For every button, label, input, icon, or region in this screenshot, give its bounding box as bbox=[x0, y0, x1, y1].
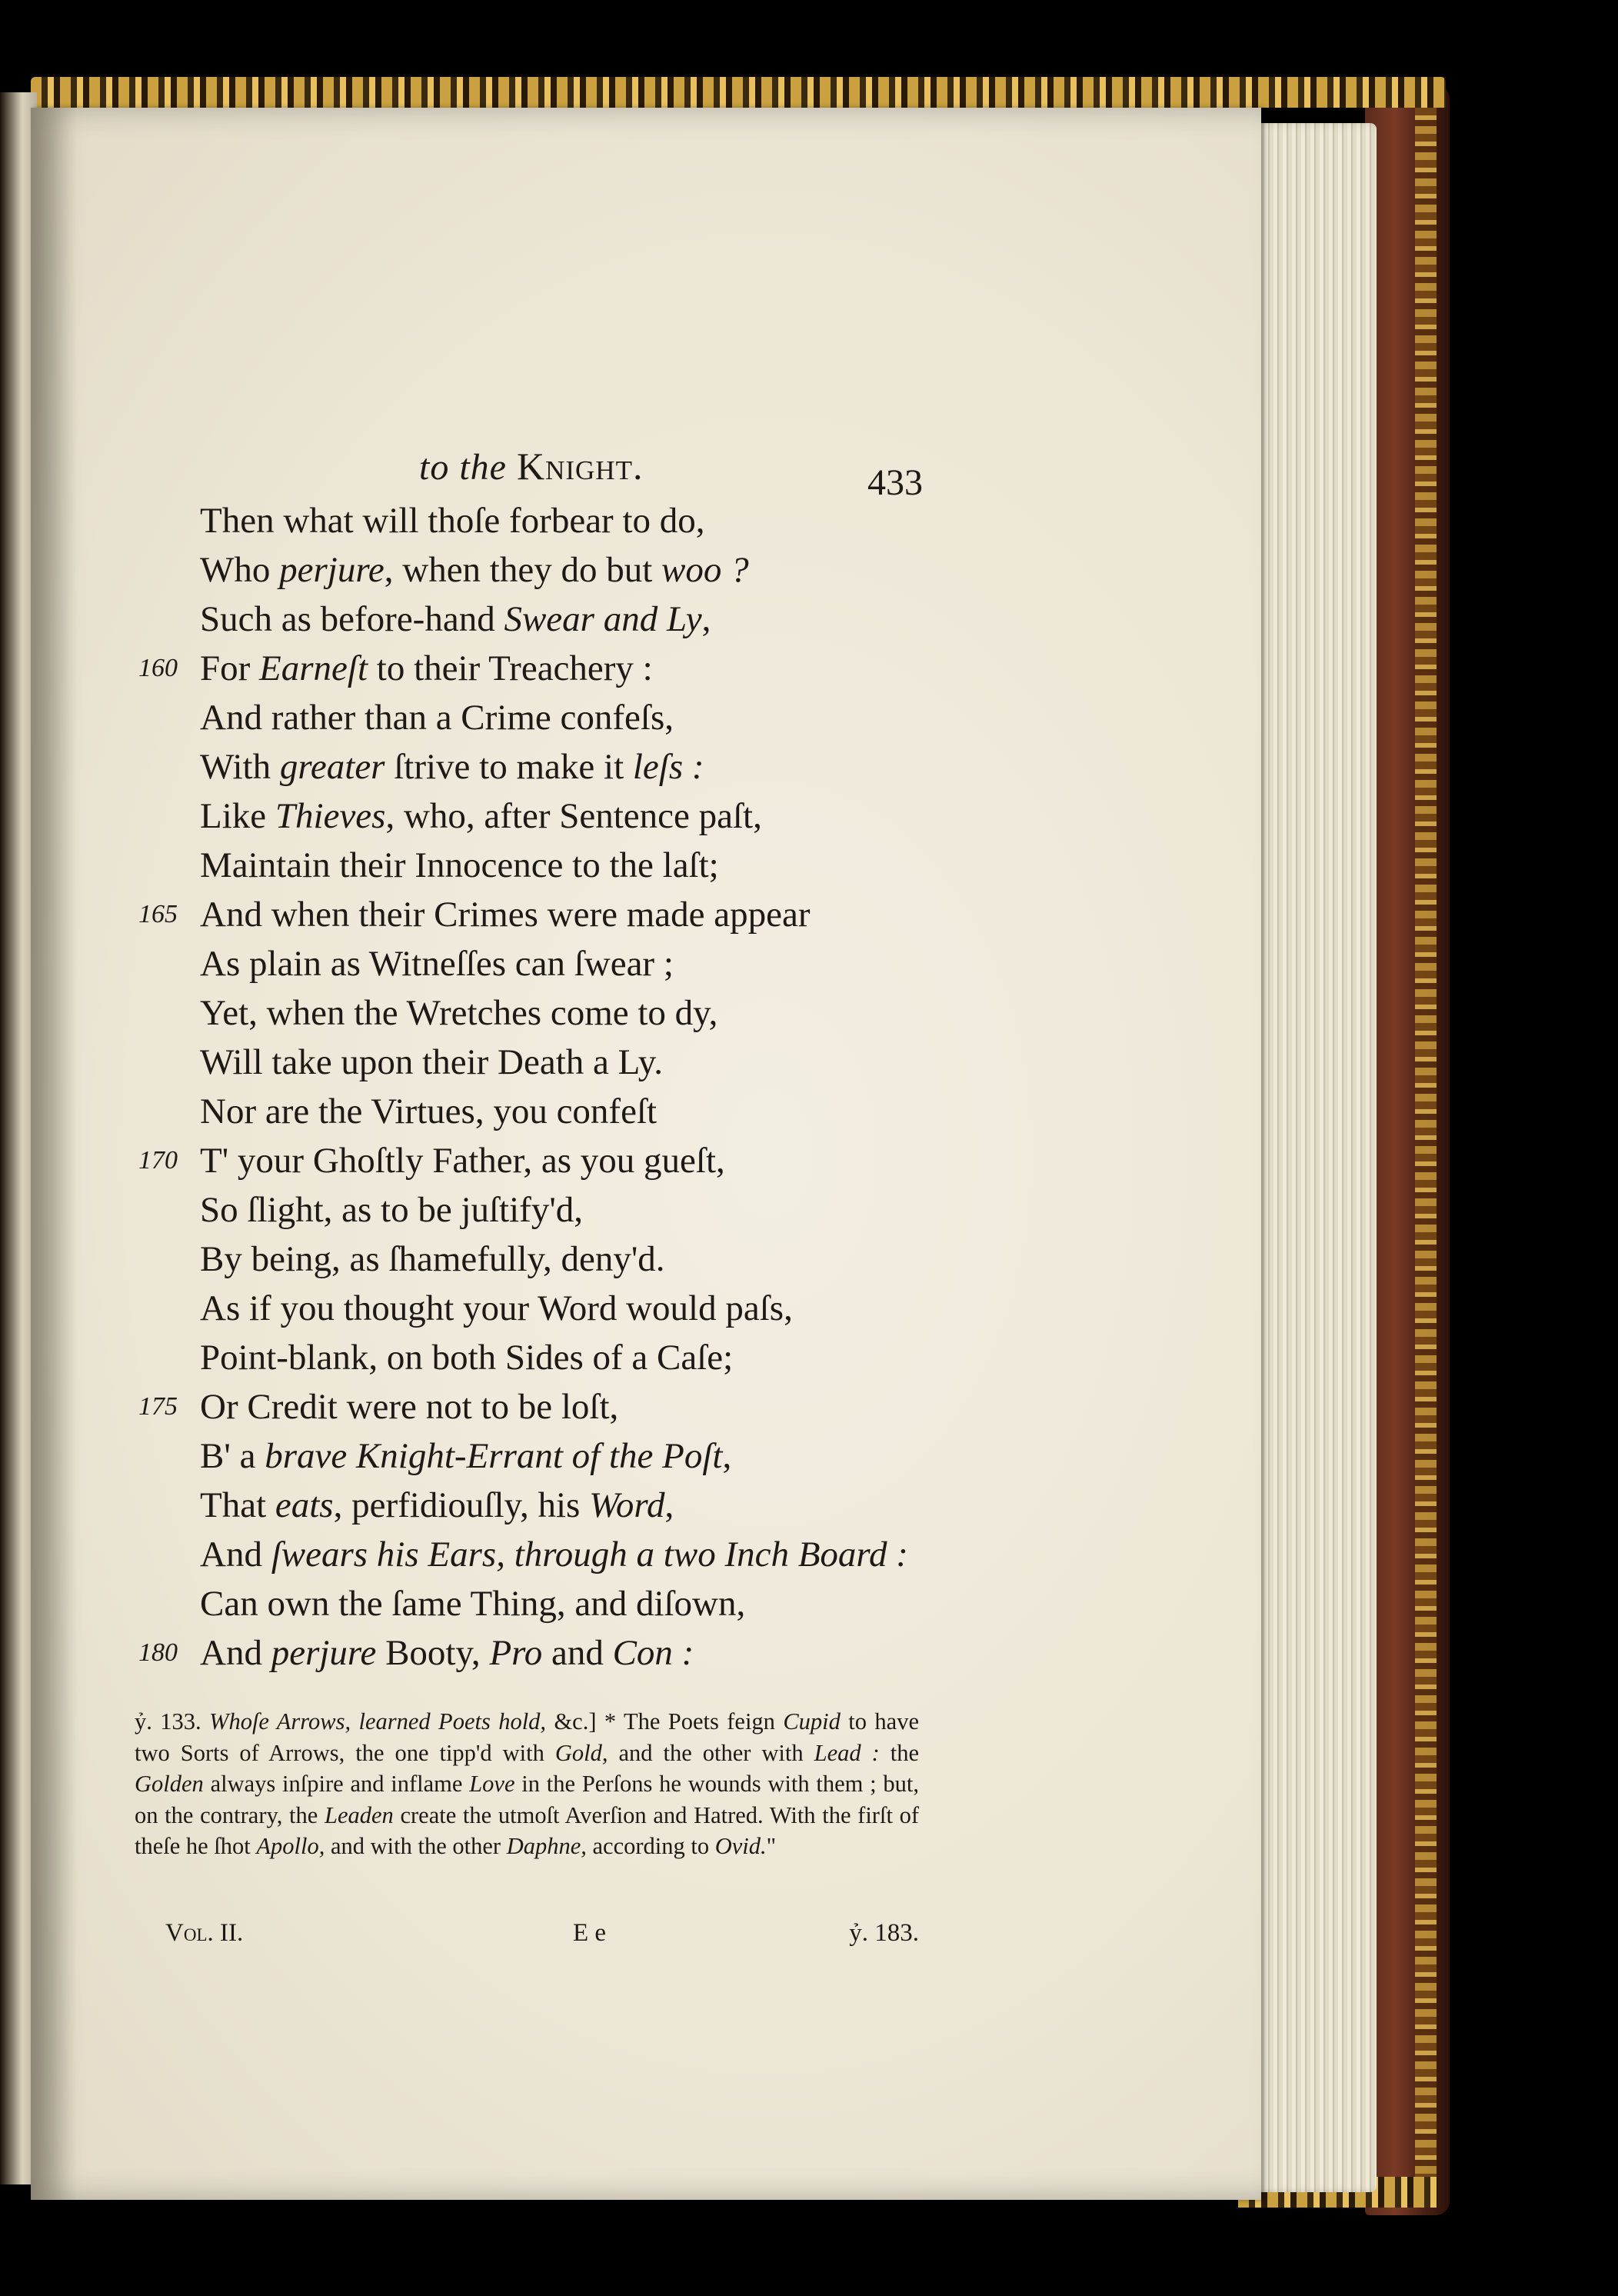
verse-text bbox=[200, 1235, 665, 1284]
page-footer bbox=[142, 1919, 919, 1950]
verse-line bbox=[108, 1579, 954, 1628]
footnote-italic: Love bbox=[469, 1771, 515, 1797]
verse-text bbox=[200, 1431, 731, 1481]
footnote-text: always inſpire and inflame bbox=[203, 1771, 470, 1797]
page-stack-fore-edge bbox=[1246, 123, 1377, 2192]
book-page bbox=[31, 108, 1261, 2200]
verse-text bbox=[200, 988, 717, 1038]
text-segment: Point-blank, on both Sides of a Caſe; bbox=[200, 1338, 734, 1378]
verse-text bbox=[200, 791, 762, 841]
text-segment: Nor are the Virtues, you confeſt bbox=[200, 1091, 658, 1131]
running-head bbox=[419, 444, 643, 488]
footnote-italic: Apollo, bbox=[256, 1833, 325, 1859]
verse-line bbox=[108, 545, 954, 595]
text-segment: Can own the ſame Thing, and diſown, bbox=[200, 1584, 746, 1624]
text-segment: to their Treachery : bbox=[368, 648, 653, 688]
verse-line bbox=[108, 1530, 954, 1579]
footnote-italic: Gold, bbox=[554, 1739, 608, 1766]
italic-segment: Con : bbox=[612, 1633, 694, 1673]
verse-text bbox=[200, 1628, 694, 1678]
verse-text bbox=[200, 890, 810, 939]
verse-line bbox=[108, 1136, 954, 1185]
footnote-italic: Lead : bbox=[814, 1739, 880, 1766]
text-segment: Such as before-hand bbox=[200, 599, 504, 639]
text-segment: As plain as Witneſſes can ſwear ; bbox=[200, 944, 674, 984]
signature-mark: E e bbox=[573, 1919, 607, 1947]
verse-text bbox=[200, 1530, 908, 1579]
verse-line bbox=[108, 841, 954, 890]
text-segment: , bbox=[664, 1485, 674, 1525]
italic-segment: brave Knight-Errant of the Poſt bbox=[265, 1436, 723, 1476]
italic-segment: perjure bbox=[271, 1633, 377, 1673]
verse-text bbox=[200, 939, 674, 988]
running-head-prefix: to the bbox=[419, 447, 507, 488]
verse-line bbox=[108, 1431, 954, 1481]
verse-line bbox=[108, 496, 954, 545]
line-number: 160 bbox=[138, 654, 178, 682]
text-segment: Or Credit were not to be loſt, bbox=[200, 1387, 619, 1427]
verse-text bbox=[200, 1481, 674, 1530]
footnote-text: " bbox=[766, 1833, 777, 1859]
italic-segment: Earneſt bbox=[259, 648, 368, 688]
verse-line bbox=[108, 693, 954, 742]
verse-line bbox=[108, 644, 954, 693]
line-number: 175 bbox=[138, 1392, 178, 1421]
text-segment: T' your Ghoſtly Father, as you gueſt, bbox=[200, 1141, 725, 1181]
line-number: 165 bbox=[138, 900, 178, 928]
text-segment: Who bbox=[200, 550, 280, 590]
verse-text bbox=[200, 693, 674, 742]
book-cover-edge bbox=[1365, 85, 1450, 2215]
italic-segment: woo ? bbox=[661, 550, 749, 590]
text-segment: , who, after Sentence paſt, bbox=[385, 796, 762, 836]
gilt-border-top bbox=[31, 77, 1446, 108]
footnote-italic: Leaden bbox=[325, 1801, 394, 1828]
text-segment: And bbox=[200, 1535, 271, 1575]
italic-segment: perjure bbox=[279, 550, 385, 590]
footnote-text: according to bbox=[586, 1833, 715, 1859]
footnote-text: the bbox=[879, 1739, 919, 1766]
italic-segment: leſs : bbox=[632, 747, 704, 787]
verse-line bbox=[108, 988, 954, 1038]
text-segment: For bbox=[200, 648, 260, 688]
verse-text bbox=[200, 595, 711, 644]
verse-line bbox=[108, 595, 954, 644]
footnote-italic: Whoſe Arrows, learned Poets hold, bbox=[209, 1708, 547, 1734]
line-number: 170 bbox=[138, 1146, 178, 1175]
text-segment: and bbox=[542, 1633, 613, 1673]
text-segment: And when their Crimes were made appear bbox=[200, 895, 811, 935]
text-segment: And rather than a Crime confeſs, bbox=[200, 698, 674, 738]
text-segment: , when they do but bbox=[384, 550, 662, 590]
verse-line bbox=[108, 890, 954, 939]
text-segment: As if you thought your Word would paſs, bbox=[200, 1288, 793, 1328]
verse-text bbox=[200, 742, 704, 791]
verse-text bbox=[200, 1038, 663, 1087]
verse-line bbox=[108, 1235, 954, 1284]
verse-line bbox=[108, 939, 954, 988]
footnote-italic: Cupid bbox=[783, 1708, 841, 1734]
italic-segment: Word bbox=[589, 1485, 665, 1525]
verse-line bbox=[108, 1333, 954, 1382]
text-segment: Like bbox=[200, 796, 275, 836]
text-segment: By being, as ſhamefully, deny'd. bbox=[200, 1239, 665, 1279]
footnote-italic: Golden bbox=[135, 1771, 204, 1797]
verse-text bbox=[200, 1136, 725, 1185]
text-segment: And bbox=[200, 1633, 271, 1673]
footnote-text: and with the other bbox=[325, 1833, 507, 1859]
footnote-text: and the other with bbox=[608, 1739, 814, 1766]
verse-text bbox=[200, 841, 719, 890]
verse-text bbox=[200, 1087, 657, 1136]
text-segment: B' a bbox=[200, 1436, 265, 1476]
text-segment: Yet, when the Wretches come to dy, bbox=[200, 993, 718, 1033]
text-segment: That bbox=[200, 1485, 275, 1525]
text-segment: , perfidiouſly, his bbox=[333, 1485, 590, 1525]
italic-segment: ſwears his Ears, through a two Inch Board : bbox=[271, 1535, 908, 1575]
verse-block bbox=[108, 496, 954, 1678]
catchword: ỷ. 183. bbox=[849, 1919, 919, 1947]
verse-text bbox=[200, 1185, 583, 1235]
verse-text bbox=[200, 496, 705, 545]
verse-line bbox=[108, 1481, 954, 1530]
verse-line bbox=[108, 1038, 954, 1087]
text-segment: , bbox=[701, 599, 711, 639]
text-segment: With bbox=[200, 747, 280, 787]
line-number: 180 bbox=[138, 1638, 178, 1667]
italic-segment: greater bbox=[279, 747, 385, 787]
verse-text bbox=[200, 644, 653, 693]
verse-line bbox=[108, 1087, 954, 1136]
italic-segment: Pro bbox=[489, 1633, 543, 1673]
text-segment: Booty, bbox=[376, 1633, 490, 1673]
italic-segment: eats bbox=[275, 1485, 334, 1525]
text-segment: So ſlight, as to be juſtify'd, bbox=[200, 1190, 584, 1230]
text-segment: ſtrive to make it bbox=[385, 747, 633, 787]
footnote-text: ỷ. 133. bbox=[135, 1708, 210, 1734]
footnote-text: &c.] * The Poets feign bbox=[546, 1708, 784, 1734]
volume-label: Vol. II. bbox=[165, 1919, 244, 1947]
verse-text bbox=[200, 1284, 793, 1333]
text-segment: Then what will thoſe forbear to do, bbox=[200, 501, 705, 541]
italic-segment: Thieves bbox=[275, 796, 386, 836]
verse-line bbox=[108, 791, 954, 841]
verse-text bbox=[200, 1579, 745, 1628]
text-segment: Maintain their Innocence to the laſt; bbox=[200, 845, 719, 885]
italic-segment: Swear and Ly bbox=[504, 599, 702, 639]
footnote-italic: Daphne, bbox=[506, 1833, 587, 1859]
verse-line bbox=[108, 1382, 954, 1431]
verse-text bbox=[200, 1333, 733, 1382]
verse-line bbox=[108, 1284, 954, 1333]
text-segment: Will take upon their Death a Ly. bbox=[200, 1042, 663, 1082]
verse-line bbox=[108, 742, 954, 791]
verse-line bbox=[108, 1185, 954, 1235]
verse-text bbox=[200, 1382, 618, 1431]
footnote-text: create the utmoſt Averſion and Hatred. With the firſt of theſe he ſhot bbox=[135, 1801, 920, 1859]
verse-line bbox=[108, 1628, 954, 1678]
gilt-border-right bbox=[1415, 100, 1437, 2208]
running-head-title: Knight. bbox=[516, 445, 644, 488]
text-segment: , bbox=[722, 1436, 732, 1476]
footnote-italic: Ovid. bbox=[714, 1833, 767, 1859]
footnote-text: to have two Sorts of Arrows, the one tipp'd with bbox=[135, 1708, 919, 1766]
page-number: 433 bbox=[867, 462, 923, 503]
footnote-text: in the Perſons he wounds with them ; but, on the contrary, the bbox=[135, 1771, 919, 1828]
verse-text bbox=[200, 545, 749, 595]
footnote bbox=[135, 1706, 919, 1862]
